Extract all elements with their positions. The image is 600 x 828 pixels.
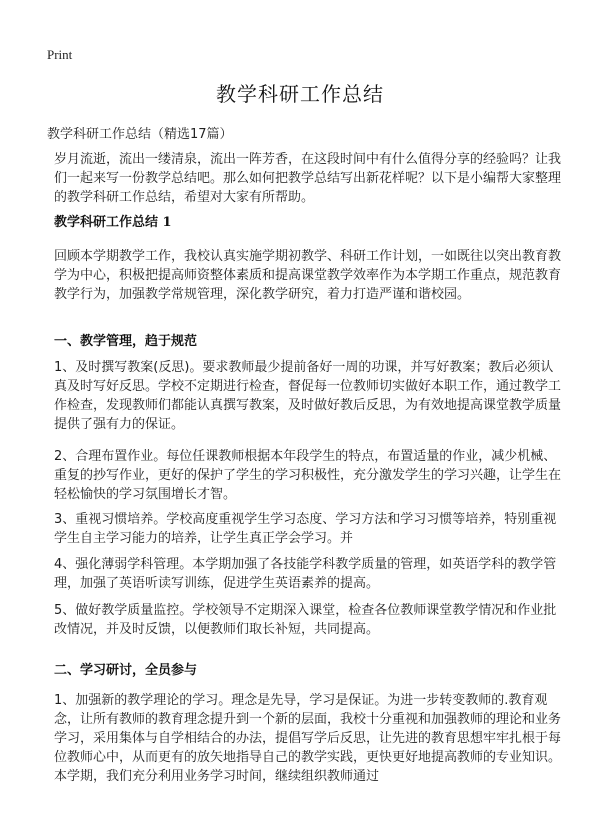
document-subtitle: 教学科研工作总结（精选17篇）: [47, 127, 233, 142]
section1-item: 2、合理布置作业。每位任课教师根据本年段学生的特点，布置适量的作业，减少机械、重复的抄写作业，更好的保护了学生的学习积极性，充分激发学生的学习兴趣，让学生在轻松愉快的学习氛围增长才智。: [54, 449, 562, 502]
document-title: 教学科研工作总结: [216, 82, 384, 106]
section1-item: 5、做好教学质量监控。学校领导不定期深入课堂，检查各位教师课堂教学情况和作业批改情况，并及时反馈，以便教师们取长补短，共同提高。: [54, 603, 557, 637]
print-label[interactable]: Print: [47, 47, 73, 62]
section1-item: 3、重视习惯培养。学校高度重视学生学习态度、学习方法和学习习惯等培养，特别重视学生自主学习能力的培养，让学生真正学会学习。并: [54, 512, 557, 546]
section2-item: 1、加强新的教学理论的学习。理念是先导，学习是保证。为进一步转变教师的.教育观念，让所有教师的教育理念提升到一个新的层面，我校十分重视和加强教师的理论和业务学习，采用集体与自学相结合的办法，提倡写学后反思，让先进的教育思想牢牢扎根于每位教师心中，从而更有的放矢地指导自己的教学实践，更快更好地提高教师的专业知识。本学期，我们充分利用业务学习时间，继续组织教师通过: [54, 693, 562, 784]
section1-heading: 一、教学管理，趋于规范: [54, 334, 198, 349]
section1-item: 1、及时撰写教案(反思)。要求教师最少提前备好一周的功课，并写好教案；教后必须认真及时写好反思。学校不定期进行检查，督促每一位教师切实做好本职工作，通过教学工作检查，发现教师们都能认真撰写教案，及时做好教后反思，为有效地提高课堂教学质量提供了强有力的保证。: [54, 360, 562, 432]
article-heading: 教学科研工作总结 1: [54, 215, 172, 230]
intro-paragraph: 岁月流逝，流出一缕清泉，流出一阵芳香，在这段时间中有什么值得分享的经验吗？让我们一起来写一份教学总结吧。那么如何把教学总结写出新花样呢？以下是小编帮大家整理的教学科研工作总结，希望对大家有所帮助。: [54, 152, 562, 205]
section2-heading: 二、学习研讨，全员参与: [54, 663, 198, 678]
section1-item: 4、强化薄弱学科管理。本学期加强了各技能学科教学质量的管理，如英语学科的教学管理，加强了英语听读写训练，促进学生英语素养的提高。: [54, 557, 557, 591]
opening-paragraph: 回顾本学期教学工作，我校认真实施学期初教学、科研工作计划，一如既往以突出教育教学为中心，积极把提高师资整体素质和提高课堂教学效率作为本学期工作重点，规范教育教学行为，加强教学常规管理，深化教学研究，着力打造严谨和谐校园。: [54, 249, 562, 302]
